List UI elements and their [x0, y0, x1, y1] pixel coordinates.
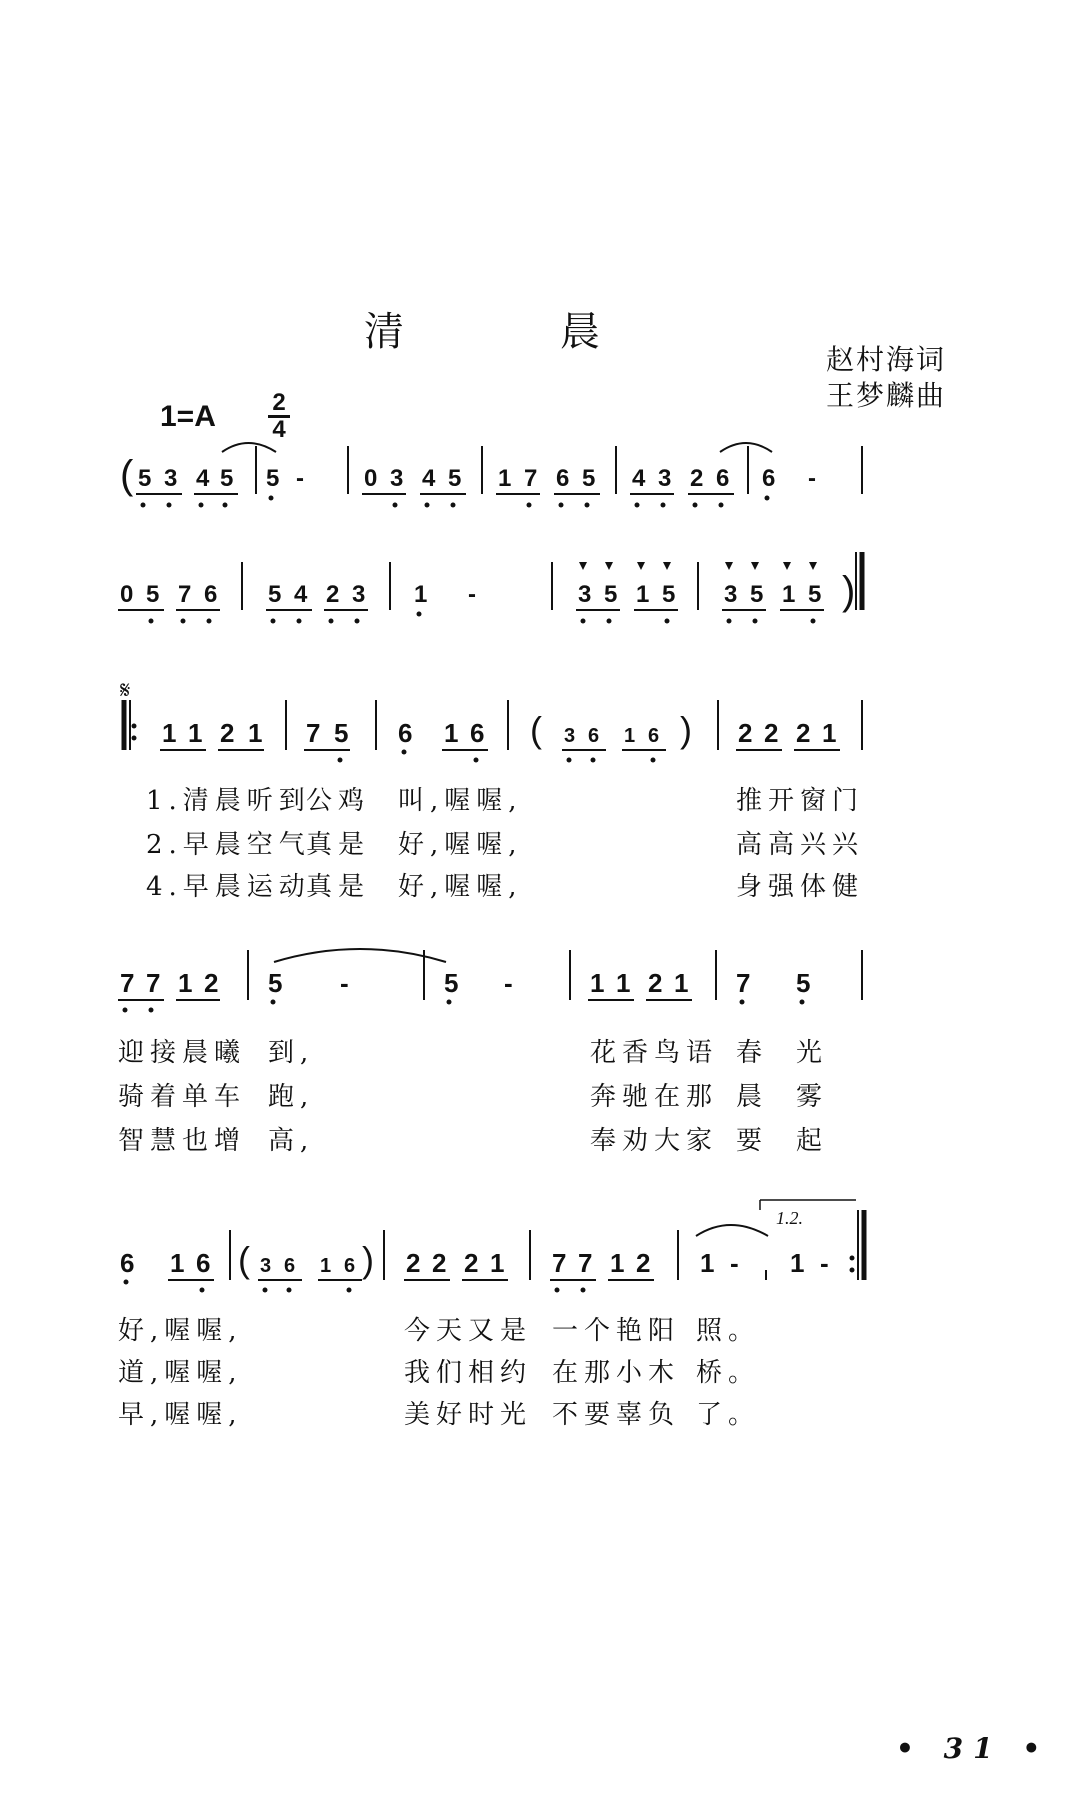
svg-text:5: 5: [604, 581, 618, 608]
notation-system-3: [0, 676, 1083, 770]
svg-text:0: 0: [120, 581, 134, 608]
svg-text:-: -: [730, 1248, 739, 1278]
svg-text:1: 1: [590, 968, 605, 998]
svg-text:5: 5: [448, 465, 462, 492]
svg-text:5: 5: [220, 465, 234, 492]
svg-text:-: -: [820, 1248, 829, 1278]
svg-text:1: 1: [178, 968, 193, 998]
svg-text:): ): [842, 569, 856, 613]
lyric-s4-v4-b: 高,: [268, 1126, 315, 1156]
svg-text:6: 6: [204, 581, 218, 608]
svg-text:7: 7: [524, 465, 538, 492]
svg-text:1: 1: [782, 581, 796, 608]
svg-text:4: 4: [632, 465, 646, 492]
svg-text:6: 6: [284, 1255, 296, 1277]
lyric-s5-v4-b: 美好时光: [404, 1400, 533, 1430]
svg-text:5: 5: [334, 718, 349, 748]
lyric-s5-v4-a: 早,喔喔,: [118, 1400, 243, 1430]
svg-text:2: 2: [326, 581, 340, 608]
svg-text:7: 7: [146, 968, 161, 998]
svg-text:-: -: [468, 581, 476, 608]
svg-text:-: -: [340, 968, 349, 998]
svg-text:1: 1: [162, 718, 177, 748]
svg-text:2: 2: [464, 1248, 479, 1278]
svg-text:1: 1: [414, 581, 428, 608]
svg-text:1: 1: [624, 725, 636, 747]
svg-text:5: 5: [808, 581, 822, 608]
svg-text:7: 7: [178, 581, 192, 608]
title-char-2: 晨: [560, 309, 600, 355]
lyric-s5-v4-c: 不要辜负: [552, 1400, 681, 1430]
lyric-s5-v1-b: 今天又是: [404, 1316, 533, 1346]
svg-text:7: 7: [552, 1248, 567, 1278]
svg-text:3: 3: [578, 581, 592, 608]
lyric-s4-v4-d: 要: [736, 1126, 769, 1156]
volta-label: 1.2.: [776, 1208, 803, 1228]
time-signature: [268, 389, 290, 443]
lyric-s3-v4-b: 真是: [306, 872, 371, 902]
notation-system-5: [0, 1200, 1083, 1300]
svg-text:2: 2: [738, 718, 753, 748]
svg-text:2: 2: [764, 718, 779, 748]
lyric-s4-v1-c: 花香鸟语: [590, 1038, 719, 1068]
lyric-s3-v2-a: 2.早晨空气: [146, 830, 311, 860]
svg-text:1: 1: [320, 1255, 332, 1277]
svg-text:3: 3: [260, 1255, 272, 1277]
svg-text:1: 1: [674, 968, 689, 998]
svg-text:5: 5: [268, 581, 282, 608]
lyric-s5-v2-b: 我们相约: [404, 1358, 533, 1388]
svg-text:4: 4: [294, 581, 308, 608]
svg-text:1: 1: [700, 1248, 715, 1278]
svg-text:-: -: [504, 968, 513, 998]
lyric-s5-v4-d: 了。: [696, 1400, 761, 1430]
svg-text:6: 6: [716, 465, 730, 492]
svg-text:2: 2: [690, 465, 704, 492]
svg-text:1: 1: [498, 465, 512, 492]
svg-text:3: 3: [564, 725, 576, 747]
notation-system-4: [0, 950, 1083, 1030]
page-number: • 31 •: [896, 1732, 1051, 1765]
svg-text:(: (: [530, 709, 542, 750]
staff-system-3: [0, 676, 1083, 770]
svg-text:3: 3: [164, 465, 178, 492]
svg-text:5: 5: [750, 581, 764, 608]
svg-text:3: 3: [352, 581, 366, 608]
lyric-s4-v4-e: 起: [796, 1126, 829, 1156]
svg-text:2: 2: [432, 1248, 447, 1278]
staff-system-1: [0, 440, 1083, 520]
staff-system-4: [0, 950, 1083, 1030]
key-signature: 1=A: [160, 400, 216, 433]
svg-text:-: -: [808, 465, 816, 492]
svg-text:3: 3: [658, 465, 672, 492]
lyric-s3-v2-b: 真是: [306, 830, 371, 860]
lyric-s3-v1-a: 1.清晨听到: [146, 786, 311, 816]
svg-text:6: 6: [556, 465, 570, 492]
svg-text:1: 1: [636, 581, 650, 608]
svg-text:6: 6: [762, 465, 776, 492]
svg-text:5: 5: [662, 581, 676, 608]
svg-text:2: 2: [636, 1248, 651, 1278]
lyricist-credit: 赵村海词: [826, 343, 947, 376]
svg-text:7: 7: [120, 968, 135, 998]
lyric-s5-v1-a: 好,喔喔,: [118, 1316, 243, 1346]
lyric-s4-v1-a: 迎接晨曦: [118, 1038, 247, 1068]
svg-text:5: 5: [268, 968, 283, 998]
lyric-s4-v2-b: 跑,: [268, 1082, 315, 1112]
lyric-s4-v4-c: 奉劝大家: [590, 1126, 719, 1156]
lyric-s3-v2-c: 好,喔喔,: [398, 830, 523, 860]
lyric-s4-v2-c: 奔驰在那: [590, 1082, 719, 1112]
svg-text:7: 7: [578, 1248, 593, 1278]
svg-text:1: 1: [188, 718, 203, 748]
lyric-s4-v1-e: 光: [796, 1038, 829, 1068]
svg-text:(: (: [120, 453, 134, 497]
svg-text:5: 5: [796, 968, 811, 998]
svg-text:1: 1: [822, 718, 837, 748]
lyric-s4-v1-d: 春: [736, 1038, 769, 1068]
time-signature-top: 2: [272, 389, 286, 416]
svg-text:0: 0: [364, 465, 378, 492]
svg-text:5: 5: [138, 465, 152, 492]
lyric-s5-v1-d: 照。: [696, 1316, 761, 1346]
svg-text:(: (: [238, 1239, 250, 1280]
lyric-s3-v1-d: 推开窗门: [736, 786, 865, 816]
svg-text:6: 6: [398, 718, 413, 748]
lyric-s4-v1-b: 到,: [268, 1038, 315, 1068]
lyric-s3-v4-d: 身强体健: [736, 872, 865, 902]
svg-text:6: 6: [344, 1255, 356, 1277]
svg-text:3: 3: [390, 465, 404, 492]
notation-system-2: [0, 556, 1083, 636]
lyric-s4-v4-a: 智慧也增: [118, 1126, 247, 1156]
lyric-s4-v2-d: 晨: [736, 1082, 769, 1112]
lyric-s5-v2-c: 在那小木: [552, 1358, 681, 1388]
svg-text:1: 1: [490, 1248, 505, 1278]
lyric-s3-v4-c: 好,喔喔,: [398, 872, 523, 902]
svg-text:5: 5: [444, 968, 459, 998]
svg-text:1: 1: [610, 1248, 625, 1278]
staff-system-2: [0, 556, 1083, 636]
title-char-1: 清: [364, 309, 404, 355]
lyric-s3-v4-a: 4.早晨运动: [146, 872, 311, 902]
staff-system-5: [0, 1200, 1083, 1280]
lyric-s4-v2-a: 骑着单车: [118, 1082, 247, 1112]
svg-text:1: 1: [790, 1248, 805, 1278]
svg-text:7: 7: [306, 718, 321, 748]
svg-text:2: 2: [204, 968, 219, 998]
svg-text:2: 2: [648, 968, 663, 998]
svg-text:1: 1: [616, 968, 631, 998]
svg-text:5: 5: [266, 465, 280, 492]
svg-text:6: 6: [196, 1248, 211, 1278]
svg-text:2: 2: [796, 718, 811, 748]
composer-credit: 王梦麟曲: [826, 379, 947, 412]
svg-text:1: 1: [170, 1248, 185, 1278]
svg-text:2: 2: [220, 718, 235, 748]
svg-text:1: 1: [444, 718, 459, 748]
svg-text:3: 3: [724, 581, 738, 608]
lyric-s3-v1-b: 公鸡: [306, 786, 371, 816]
svg-text:6: 6: [648, 725, 660, 747]
segno-sign: 𝄋: [120, 676, 131, 704]
svg-text:7: 7: [736, 968, 751, 998]
lyric-s3-v1-c: 叫,喔喔,: [398, 786, 523, 816]
svg-text:): ): [362, 1239, 374, 1280]
svg-text:5: 5: [582, 465, 596, 492]
svg-text:4: 4: [196, 465, 210, 492]
svg-text:6: 6: [120, 1248, 135, 1278]
lyric-s5-v1-c: 一个艳阳: [552, 1316, 681, 1346]
svg-text:6: 6: [588, 725, 600, 747]
lyric-s4-v2-e: 雾: [796, 1082, 829, 1112]
svg-text:4: 4: [422, 465, 436, 492]
lyric-s3-v2-d: 高高兴兴: [736, 830, 865, 860]
time-signature-bottom: 4: [272, 416, 286, 443]
svg-text:2: 2: [406, 1248, 421, 1278]
svg-text:6: 6: [470, 718, 485, 748]
lyric-s5-v2-d: 桥。: [696, 1358, 761, 1388]
svg-text:-: -: [296, 465, 304, 492]
notation-system-1: [0, 440, 1083, 520]
lyric-s5-v2-a: 道,喔喔,: [118, 1358, 243, 1388]
svg-text:): ): [680, 709, 692, 750]
svg-text:5: 5: [146, 581, 160, 608]
svg-text:1: 1: [248, 718, 263, 748]
